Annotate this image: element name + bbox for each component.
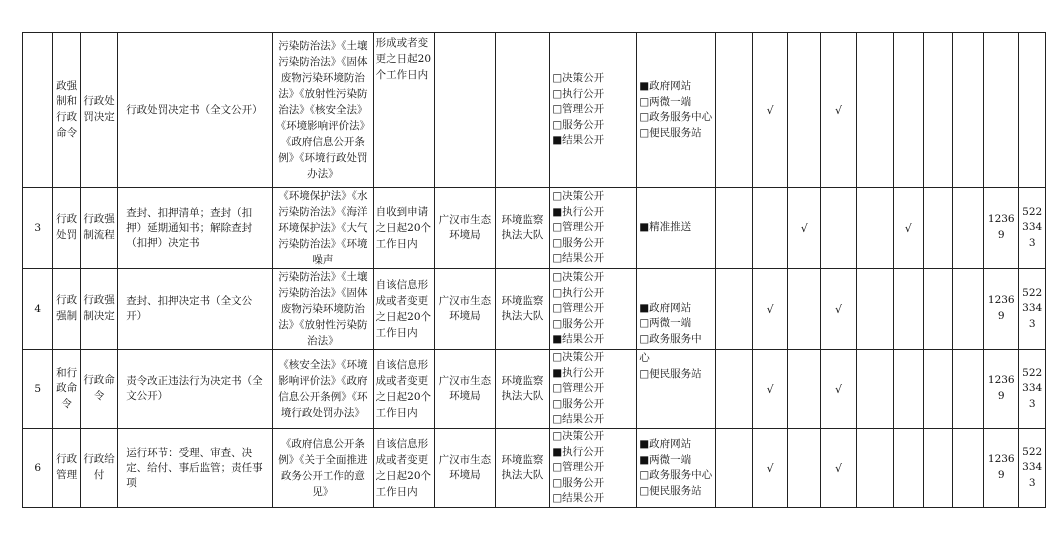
content-cell: 运行环节：受理、审查、决定、给付、事后监管；责任事项 <box>118 429 273 508</box>
phone-cell: 5223343 <box>1019 188 1046 269</box>
scope-option: ■执行公开 <box>552 366 605 379</box>
check-cell: √ <box>752 350 787 429</box>
period-cell: 自该信息形成或者变更之日起20个工作日内 <box>373 350 435 429</box>
check-cell: √ <box>752 269 787 350</box>
subject-cell <box>435 33 495 188</box>
channel-option: ■精准推送 <box>639 221 692 234</box>
scope-option: □结果公开 <box>552 492 605 505</box>
check-cell <box>953 429 984 508</box>
row-number: 6 <box>23 429 53 508</box>
scope-cell <box>550 33 637 188</box>
table-row <box>23 429 1046 508</box>
check-cell <box>953 188 984 269</box>
table-row <box>23 188 1046 269</box>
item-cell: 行政强制流程 <box>80 188 117 269</box>
basis-cell: 《环境保护法》《水污染防治法》《海洋环境保护法》《大气污染防治法》《环境噪声 <box>273 188 373 269</box>
row-number: 4 <box>23 269 53 350</box>
scope-cell <box>550 429 637 508</box>
scope-cell <box>550 350 637 429</box>
channel-option: □便民服务站 <box>639 484 702 497</box>
check-cell <box>893 269 923 350</box>
check-cell <box>893 33 923 188</box>
item-cell: 行政强制决定 <box>80 269 117 350</box>
period-cell: 自收到申请之日起20个工作日内 <box>373 188 435 269</box>
row-number: 3 <box>23 188 53 269</box>
check-cell <box>856 269 893 350</box>
scope-option: □服务公开 <box>552 397 605 410</box>
subject-cell: 广汉市生态环境局 <box>435 188 495 269</box>
row-number: 5 <box>23 350 53 429</box>
period-cell: 形成或者变更之日起20个工作日内 <box>373 33 435 188</box>
check-cell <box>856 350 893 429</box>
check-cell <box>788 350 821 429</box>
scope-option: □结果公开 <box>552 413 605 426</box>
channel-option: □政务服务中 <box>639 332 702 345</box>
row-number <box>23 33 53 188</box>
check-cell <box>856 33 893 188</box>
scope-option: □决策公开 <box>552 271 605 284</box>
channel-cell <box>637 269 716 350</box>
subject-cell: 广汉市生态环境局 <box>435 350 495 429</box>
check-cell <box>716 33 753 188</box>
check-cell <box>923 350 952 429</box>
check-cell <box>716 429 753 508</box>
check-cell: √ <box>752 429 787 508</box>
scope-option: □决策公开 <box>552 72 605 85</box>
check-cell <box>716 269 753 350</box>
channel-option: ■政府网站 <box>639 438 692 450</box>
category-cell: 行政处罚 <box>53 188 81 269</box>
hotline-cell: 12369 <box>984 188 1019 269</box>
phone-cell <box>1019 33 1046 188</box>
hotline-cell: 12369 <box>984 269 1019 350</box>
period-cell: 自该信息形成或者变更之日起20个工作日内 <box>373 429 435 508</box>
content-cell: 责令改正违法行为决定书（全文公开） <box>118 350 273 429</box>
subject-cell: 广汉市生态环境局 <box>435 429 495 508</box>
check-cell: √ <box>788 188 821 269</box>
unit-cell: 环境监察执法大队 <box>495 269 550 350</box>
scope-option: □结果公开 <box>552 252 605 265</box>
content-cell: 行政处罚决定书（全文公开） <box>118 33 273 188</box>
check-cell: √ <box>821 269 856 350</box>
phone-cell: 5223343 <box>1019 350 1046 429</box>
channel-cell <box>637 429 716 508</box>
unit-cell: 环境监察执法大队 <box>495 429 550 508</box>
check-cell <box>788 429 821 508</box>
scope-option: □服务公开 <box>552 118 605 131</box>
basis-cell: 《核安全法》《环境影响评价法》《政府信息公开条例》《环境行政处罚办法》 <box>273 350 373 429</box>
subject-cell: 广汉市生态环境局 <box>435 269 495 350</box>
table-row <box>23 350 1046 429</box>
check-cell <box>716 188 753 269</box>
check-cell <box>716 350 753 429</box>
check-cell <box>923 269 952 350</box>
scope-option: □决策公开 <box>552 190 605 203</box>
content-cell: 查封、扣押决定书（全文公开） <box>118 269 273 350</box>
check-cell: √ <box>821 350 856 429</box>
channel-cell <box>637 33 716 188</box>
scope-option: □服务公开 <box>552 236 605 249</box>
channel-option: ■两微一端 <box>639 453 692 466</box>
check-cell <box>953 269 984 350</box>
period-cell: 自该信息形成或者变更之日起20个工作日内 <box>373 269 435 350</box>
scope-option: □执行公开 <box>552 87 605 100</box>
hotline-cell <box>984 33 1019 188</box>
scope-cell <box>550 269 637 350</box>
phone-cell: 5223343 <box>1019 429 1046 508</box>
channel-option: □便民服务站 <box>639 367 702 380</box>
check-cell <box>953 33 984 188</box>
check-cell <box>953 350 984 429</box>
check-cell <box>856 188 893 269</box>
item-cell: 行政处罚决定 <box>80 33 117 188</box>
table-row <box>23 33 1046 188</box>
channel-option: □政务服务中心 <box>639 111 713 123</box>
channel-option: ■政府网站 <box>639 80 692 92</box>
scope-option: □管理公开 <box>552 221 605 234</box>
check-cell <box>893 429 923 508</box>
basis-cell: 《政府信息公开条例》《关于全面推进政务公开工作的意见》 <box>273 429 373 508</box>
unit-cell <box>495 33 550 188</box>
channel-option: 心 <box>639 352 650 364</box>
channel-option: □便民服务站 <box>639 126 702 139</box>
scope-option: □决策公开 <box>552 430 605 443</box>
check-cell <box>923 188 952 269</box>
check-cell: √ <box>752 33 787 188</box>
check-cell <box>856 429 893 508</box>
scope-option: ■执行公开 <box>552 445 605 458</box>
content-cell: 查封、扣押清单；查封（扣押）延期通知书；解除查封（扣押）决定书 <box>118 188 273 269</box>
check-cell <box>788 269 821 350</box>
phone-cell: 5223343 <box>1019 269 1046 350</box>
disclosure-table <box>22 32 1046 508</box>
category-cell: 行政强制 <box>53 269 81 350</box>
hotline-cell: 12369 <box>984 350 1019 429</box>
scope-option: □管理公开 <box>552 103 605 116</box>
unit-cell: 环境监察执法大队 <box>495 188 550 269</box>
channel-cell <box>637 188 716 269</box>
check-cell: √ <box>893 188 923 269</box>
check-cell <box>821 188 856 269</box>
category-cell: 行政管理 <box>53 429 81 508</box>
scope-option: □服务公开 <box>552 476 605 489</box>
item-cell: 行政命令 <box>80 350 117 429</box>
channel-option: □政务服务中心 <box>639 469 713 481</box>
scope-option: □管理公开 <box>552 461 605 474</box>
item-cell: 行政给付 <box>80 429 117 508</box>
scope-option: □决策公开 <box>552 351 605 364</box>
scope-option: ■执行公开 <box>552 205 605 218</box>
channel-option: ■政府网站 <box>639 301 692 314</box>
unit-cell: 环境监察执法大队 <box>495 350 550 429</box>
channel-option: □两微一端 <box>639 317 692 329</box>
check-cell <box>752 188 787 269</box>
basis-cell: 污染防治法》《土壤污染防治法》《固体废物污染环境防治法》《放射性污染防治法》《核安全法》《环境影响评价法》《政府信息公开条例》《环境行政处罚办法》 <box>273 33 373 188</box>
scope-cell <box>550 188 637 269</box>
scope-option: □服务公开 <box>552 317 605 330</box>
table-row <box>23 269 1046 350</box>
check-cell <box>923 33 952 188</box>
check-cell <box>923 429 952 508</box>
channel-cell <box>637 350 716 429</box>
scope-option: ■结果公开 <box>552 134 605 147</box>
scope-option: □执行公开 <box>552 286 605 299</box>
check-cell <box>788 33 821 188</box>
category-cell: 和行政命令 <box>53 350 81 429</box>
scope-option: □管理公开 <box>552 302 605 315</box>
check-cell: √ <box>821 33 856 188</box>
category-cell: 政强制和行政命令 <box>53 33 81 188</box>
check-cell: √ <box>821 429 856 508</box>
basis-cell: 污染防治法》《土壤污染防治法》《固体废物污染环境防治法》《放射性污染防治法》 <box>273 269 373 350</box>
scope-option: ■结果公开 <box>552 333 605 346</box>
channel-option: □两微一端 <box>639 95 692 108</box>
scope-option: □管理公开 <box>552 382 605 395</box>
check-cell <box>893 350 923 429</box>
hotline-cell: 12369 <box>984 429 1019 508</box>
